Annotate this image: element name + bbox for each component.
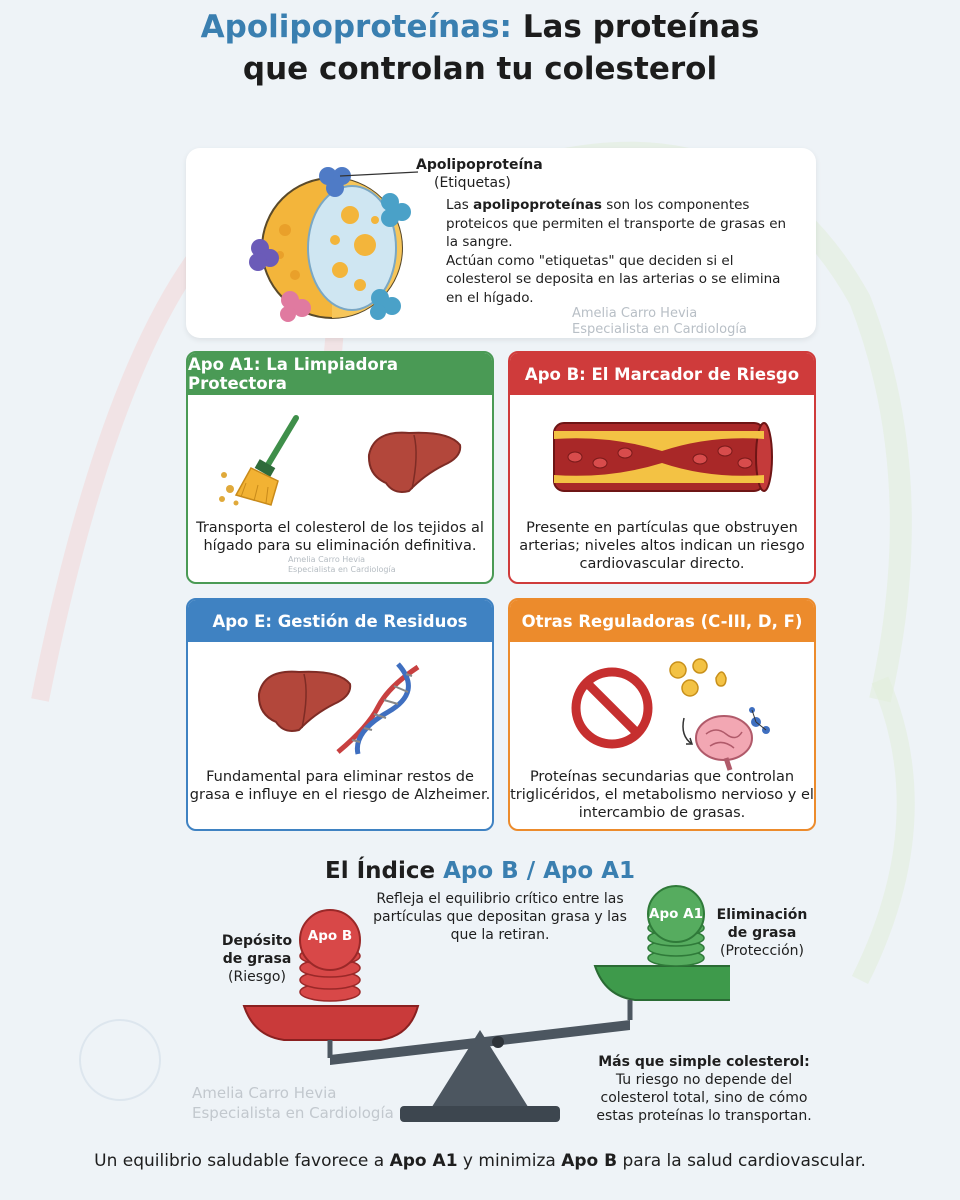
card-apo-b-title: Apo B: El Marcador de Riesgo [510,353,814,395]
card-other-title: Otras Reguladoras (C-III, D, F) [510,600,814,642]
index-watermark [192,1083,394,1123]
page-title [0,6,960,90]
index-note [584,1053,824,1125]
card-apo-a1-text: Transporta el colesterol de los tejidos al hígado para su eliminación definitiva. [196,520,484,554]
right-label-bold: Eliminación de grasa [716,907,808,941]
intro-label-title: Apolipoproteína [416,157,543,173]
card-apo-e-text: Fundamental para eliminar restos de grasa e influye en el riesgo de Alzheimer. [189,769,491,803]
footer-text [0,1150,960,1172]
title-line2: que controlan tu colesterol [242,51,718,87]
left-label-sub: (Riesgo) [228,969,286,985]
note-text: Tu riesgo no depende del colesterol total, sino de cómo estas proteínas lo transportan. [596,1072,812,1124]
card-other-text: Proteínas secundarias que controlan triglicéridos, el metabolismo nervioso y el intercambio de grasas. [510,769,814,821]
index-title-prefix: El Índice [324,858,444,884]
apo-b-coin-label: Apo B [307,928,353,944]
apo-a1-coin-label: Apo A1 [649,906,703,922]
intro-watermark [572,306,747,338]
card-apo-e-title: Apo E: Gestión de Residuos [188,600,492,642]
watermark-name: Amelia Carro Hevia [192,1084,337,1102]
footer-bold-apo-b: Apo B [561,1151,618,1171]
watermark-role: Especialista en Cardiología [192,1104,394,1122]
fat-droplets-icon [666,656,736,704]
intro-paragraph-1 [446,196,796,252]
card-apo-e [186,598,494,831]
watermark-role: Especialista en Cardiología [288,565,396,574]
right-label-sub: (Protección) [720,943,804,959]
intro-label [416,156,543,192]
title-accent: Apolipoproteínas: [200,9,512,45]
watermark-name: Amelia Carro Hevia [288,555,366,564]
card-apo-b [508,351,816,584]
footer-middle: y minimiza [457,1151,562,1171]
title-rest: Las proteínas [511,9,760,45]
index-title-accent: Apo B / Apo A1 [443,858,636,884]
card-apo-a1-body [188,395,492,582]
intro-paragraph-2: Actúan como "etiquetas" que deciden si el colesterol se deposita en las arterias o se elimina en el hígado. [446,252,781,306]
card-apo-b-text: Presente en partículas que obstruyen arterias; niveles altos indican un riesgo cardiovascular directo. [519,520,805,572]
card-apo-b-body [510,395,814,582]
liver-icon [364,425,464,495]
watermark-role: Especialista en Cardiología [572,322,747,337]
card-apo-a1-watermark [288,555,396,575]
card-apo-a1 [186,351,494,584]
intro-p1-suffix: son los componentes proteicos que permiten el transporte de grasas en la sangre. [446,197,787,250]
note-bold: Más que simple colesterol: [598,1054,810,1070]
brain-icon [676,698,772,778]
intro-p1-prefix: Las [446,197,474,213]
artery-plaque-icon [550,417,774,497]
watermark-name: Amelia Carro Hevia [572,306,698,321]
prohibited-icon [568,664,656,752]
intro-p1-bold: apolipoproteínas [473,197,602,213]
index-description: Refleja el equilibrio crítico entre las partículas que depositan grasa y las que la retiran. [373,891,627,943]
lipoprotein-particle-icon [240,160,430,330]
left-scale-label [212,932,302,986]
card-apo-e-body [188,642,492,829]
broom-icon [216,413,306,508]
card-other-body [510,642,814,829]
intro-label-sub: (Etiquetas) [434,175,511,191]
footer-prefix: Un equilibrio saludable favorece a [94,1151,390,1171]
dna-icon [328,662,428,757]
footer-suffix: para la salud cardiovascular. [617,1151,866,1171]
footer-bold-apo-a1: Apo A1 [389,1151,458,1171]
card-other-regulators [508,598,816,831]
left-label-bold: Depósito de grasa [221,933,293,967]
intro-text [446,196,796,307]
card-apo-a1-title: Apo A1: La Limpiadora Protectora [188,353,492,395]
right-scale-label [712,906,812,960]
